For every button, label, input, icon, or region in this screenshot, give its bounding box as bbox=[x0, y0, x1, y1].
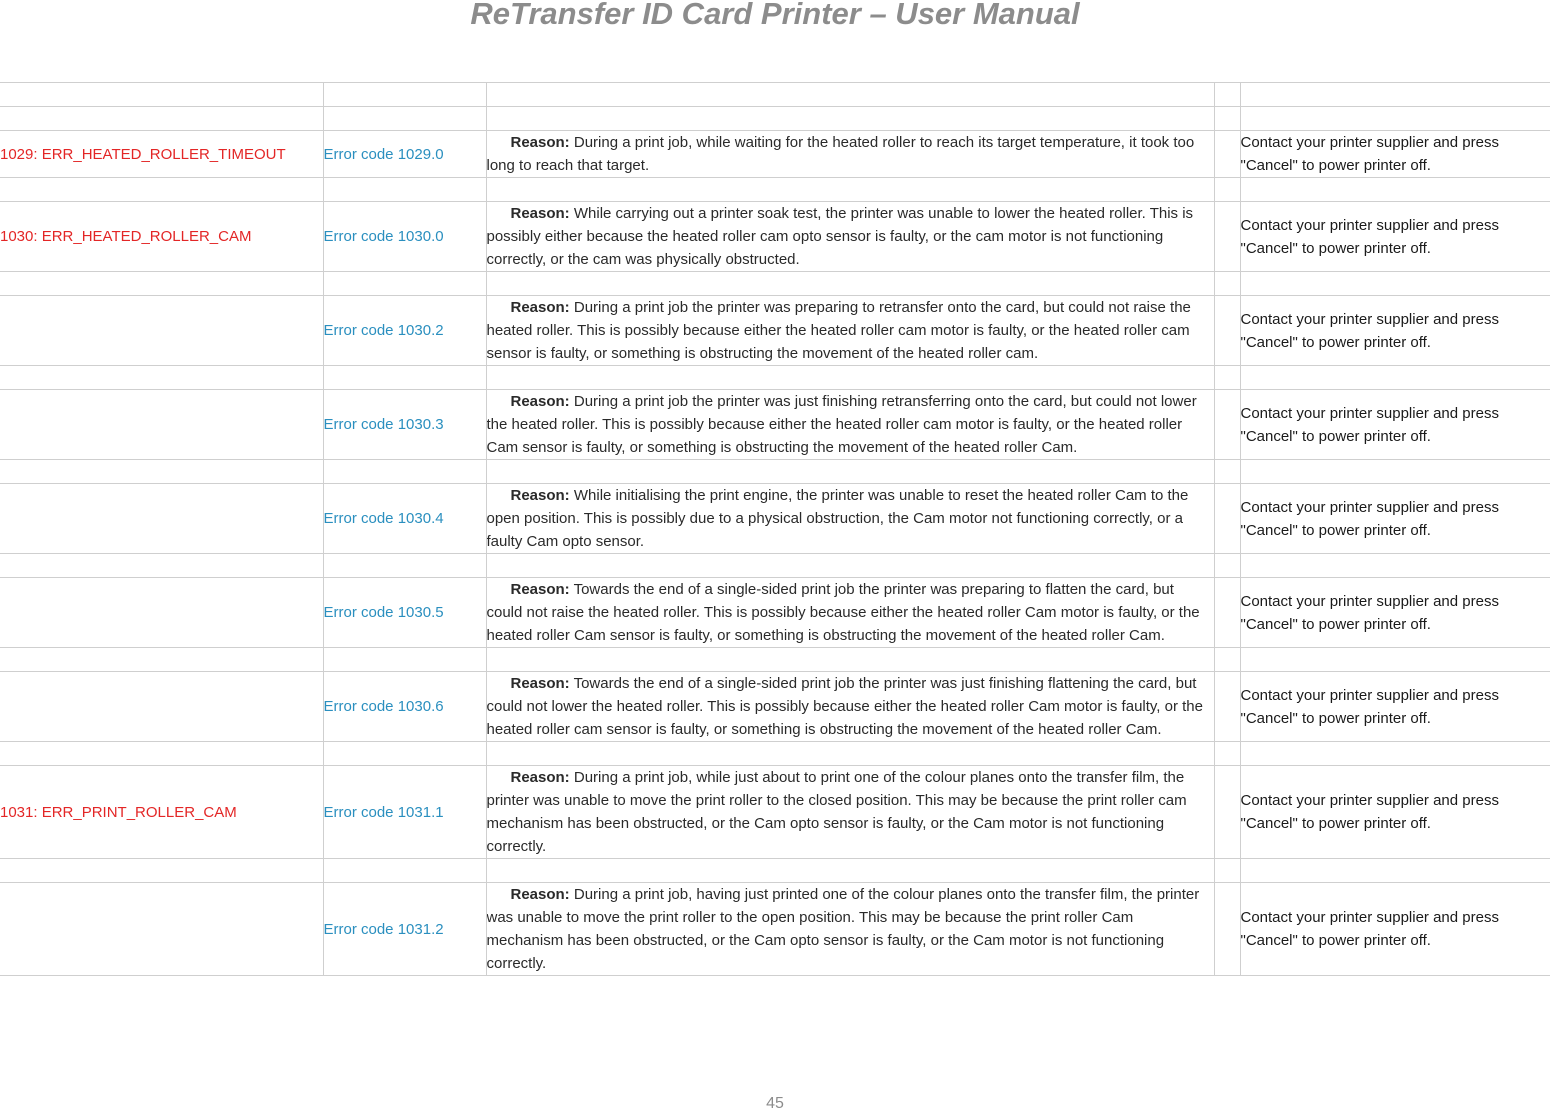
reason-label: Reason: bbox=[511, 675, 570, 692]
spacer-cell bbox=[486, 648, 1214, 672]
error-reason bbox=[486, 202, 1214, 272]
spacer-cell bbox=[486, 83, 1214, 107]
empty-cell bbox=[1214, 390, 1240, 460]
error-name bbox=[0, 484, 323, 554]
spacer-cell bbox=[0, 742, 323, 766]
reason-label: Reason: bbox=[511, 487, 570, 504]
spacer-cell bbox=[0, 178, 323, 202]
spacer-cell bbox=[323, 272, 486, 296]
spacer-row bbox=[0, 460, 1550, 484]
spacer-row bbox=[0, 859, 1550, 883]
error-row bbox=[0, 390, 1550, 460]
error-code: Error code 1030.3 bbox=[323, 390, 486, 460]
action-line: "Cancel" to power printer off. bbox=[1241, 237, 1550, 260]
spacer-cell bbox=[323, 107, 486, 131]
spacer-cell bbox=[323, 742, 486, 766]
spacer-cell bbox=[0, 648, 323, 672]
spacer-cell bbox=[1240, 83, 1550, 107]
spacer-cell bbox=[0, 83, 323, 107]
spacer-cell bbox=[323, 83, 486, 107]
error-reason bbox=[486, 390, 1214, 460]
spacer-row bbox=[0, 366, 1550, 390]
error-reason bbox=[486, 296, 1214, 366]
error-action bbox=[1240, 766, 1550, 859]
spacer-row bbox=[0, 178, 1550, 202]
spacer-cell bbox=[1214, 178, 1240, 202]
error-name bbox=[0, 296, 323, 366]
error-action bbox=[1240, 883, 1550, 976]
reason-label: Reason: bbox=[511, 393, 570, 410]
spacer-cell bbox=[323, 859, 486, 883]
action-line: "Cancel" to power printer off. bbox=[1241, 812, 1550, 835]
spacer-cell bbox=[1240, 272, 1550, 296]
error-code: Error code 1030.4 bbox=[323, 484, 486, 554]
error-code: Error code 1030.2 bbox=[323, 296, 486, 366]
spacer-cell bbox=[1214, 83, 1240, 107]
reason-label: Reason: bbox=[511, 886, 570, 903]
action-line: "Cancel" to power printer off. bbox=[1241, 613, 1550, 636]
error-action bbox=[1240, 578, 1550, 648]
empty-cell bbox=[1214, 296, 1240, 366]
spacer-cell bbox=[486, 742, 1214, 766]
spacer-cell bbox=[486, 366, 1214, 390]
reason-text: During a print job, having just printed one of the colour planes onto the transfer film, the printer was unable to move the print roller to the open position. This may be because the print roller Cam mechanism has been obstructed, or the Cam opto sensor is faulty, or the Cam motor is not functioning correctly. bbox=[487, 886, 1200, 972]
error-code: Error code 1030.6 bbox=[323, 672, 486, 742]
spacer-cell bbox=[486, 460, 1214, 484]
error-row bbox=[0, 484, 1550, 554]
error-code: Error code 1031.2 bbox=[323, 883, 486, 976]
action-line: "Cancel" to power printer off. bbox=[1241, 425, 1550, 448]
empty-cell bbox=[1214, 883, 1240, 976]
spacer-cell bbox=[1214, 107, 1240, 131]
spacer-cell bbox=[1240, 648, 1550, 672]
spacer-cell bbox=[486, 859, 1214, 883]
empty-cell bbox=[1214, 672, 1240, 742]
error-name: 1029: ERR_HEATED_ROLLER_TIMEOUT bbox=[0, 131, 323, 178]
reason-text: Towards the end of a single-sided print job the printer was just finishing flattening the card, but could not lower the heated roller. This is possibly because either the heated roller Cam motor is faulty, or the heated roller cam sensor is faulty, or something is obstructing the movement of the heated roller Cam. bbox=[487, 675, 1203, 738]
action-line: Contact your printer supplier and press bbox=[1241, 906, 1550, 929]
spacer-cell bbox=[1240, 178, 1550, 202]
spacer-cell bbox=[0, 859, 323, 883]
spacer-cell bbox=[1214, 460, 1240, 484]
spacer-cell bbox=[1214, 859, 1240, 883]
error-row bbox=[0, 578, 1550, 648]
spacer-cell bbox=[1214, 648, 1240, 672]
error-row bbox=[0, 672, 1550, 742]
spacer-row bbox=[0, 742, 1550, 766]
action-line: "Cancel" to power printer off. bbox=[1241, 331, 1550, 354]
spacer-cell bbox=[486, 554, 1214, 578]
error-action bbox=[1240, 672, 1550, 742]
action-line: "Cancel" to power printer off. bbox=[1241, 929, 1550, 952]
error-action bbox=[1240, 131, 1550, 178]
reason-label: Reason: bbox=[511, 134, 570, 151]
spacer-cell bbox=[1214, 554, 1240, 578]
error-reason bbox=[486, 883, 1214, 976]
error-row bbox=[0, 131, 1550, 178]
spacer-cell bbox=[323, 554, 486, 578]
action-line: "Cancel" to power printer off. bbox=[1241, 519, 1550, 542]
error-name: 1030: ERR_HEATED_ROLLER_CAM bbox=[0, 202, 323, 272]
spacer-cell bbox=[486, 178, 1214, 202]
spacer-cell bbox=[323, 366, 486, 390]
reason-label: Reason: bbox=[511, 299, 570, 316]
action-line: Contact your printer supplier and press bbox=[1241, 308, 1550, 331]
reason-text: Towards the end of a single-sided print job the printer was preparing to flatten the card, but could not raise the heated roller. This is possibly because either the heated roller Cam motor is faulty, or the heated roller Cam sensor is faulty, or something is obstructing the movement of the heated roller Cam. bbox=[487, 581, 1200, 644]
spacer-cell bbox=[1240, 460, 1550, 484]
error-action bbox=[1240, 390, 1550, 460]
empty-cell bbox=[1214, 131, 1240, 178]
empty-cell bbox=[1214, 202, 1240, 272]
error-name bbox=[0, 672, 323, 742]
error-code-table bbox=[0, 82, 1550, 976]
spacer-cell bbox=[0, 272, 323, 296]
empty-cell bbox=[1214, 484, 1240, 554]
error-reason bbox=[486, 672, 1214, 742]
spacer-cell bbox=[323, 648, 486, 672]
spacer-cell bbox=[0, 554, 323, 578]
reason-label: Reason: bbox=[511, 205, 570, 222]
spacer-cell bbox=[1240, 742, 1550, 766]
reason-label: Reason: bbox=[511, 769, 570, 786]
error-code: Error code 1030.5 bbox=[323, 578, 486, 648]
spacer-cell bbox=[0, 366, 323, 390]
action-line: "Cancel" to power printer off. bbox=[1241, 154, 1550, 177]
error-row bbox=[0, 766, 1550, 859]
spacer-cell bbox=[0, 107, 323, 131]
empty-cell bbox=[1214, 766, 1240, 859]
error-name bbox=[0, 390, 323, 460]
spacer-cell bbox=[486, 272, 1214, 296]
spacer-cell bbox=[1214, 366, 1240, 390]
reason-text: During a print job, while waiting for the heated roller to reach its target temperature, it took too long to reach that target. bbox=[487, 134, 1195, 174]
error-code: Error code 1030.0 bbox=[323, 202, 486, 272]
empty-cell bbox=[1214, 578, 1240, 648]
spacer-cell bbox=[1240, 366, 1550, 390]
spacer-cell bbox=[1240, 554, 1550, 578]
spacer-cell bbox=[1240, 107, 1550, 131]
page-title: ReTransfer ID Card Printer – User Manual bbox=[0, 0, 1550, 32]
action-line: Contact your printer supplier and press bbox=[1241, 214, 1550, 237]
reason-text: During a print job the printer was just finishing retransferring onto the card, but could not lower the heated roller. This is possibly because either the heated roller cam motor is faulty, or the heated roller Cam sensor is faulty, or something is obstructing the movement of the heated roller Cam. bbox=[487, 393, 1197, 456]
error-row bbox=[0, 202, 1550, 272]
action-line: Contact your printer supplier and press bbox=[1241, 590, 1550, 613]
action-line: Contact your printer supplier and press bbox=[1241, 789, 1550, 812]
spacer-cell bbox=[1240, 859, 1550, 883]
error-name bbox=[0, 883, 323, 976]
page-number: 45 bbox=[0, 1094, 1550, 1114]
spacer-cell bbox=[1214, 742, 1240, 766]
error-name: 1031: ERR_PRINT_ROLLER_CAM bbox=[0, 766, 323, 859]
error-reason bbox=[486, 484, 1214, 554]
spacer-cell bbox=[323, 178, 486, 202]
error-code: Error code 1029.0 bbox=[323, 131, 486, 178]
action-line: Contact your printer supplier and press bbox=[1241, 684, 1550, 707]
error-name bbox=[0, 578, 323, 648]
error-action bbox=[1240, 296, 1550, 366]
error-reason bbox=[486, 131, 1214, 178]
error-reason bbox=[486, 578, 1214, 648]
spacer-row bbox=[0, 272, 1550, 296]
action-line: "Cancel" to power printer off. bbox=[1241, 707, 1550, 730]
reason-text: During a print job the printer was preparing to retransfer onto the card, but could not raise the heated roller. This is possibly because either the heated roller cam motor is faulty, or the heated roller cam sensor is faulty, or something is obstructing the movement of the heated roller cam. bbox=[487, 299, 1191, 362]
error-action bbox=[1240, 484, 1550, 554]
error-row bbox=[0, 883, 1550, 976]
reason-text: During a print job, while just about to print one of the colour planes onto the transfer film, the printer was unable to move the print roller to the closed position. This may be because the print roller cam mechanism has been obstructed, or the Cam opto sensor is faulty, or the Cam motor is not functioning correctly. bbox=[487, 769, 1187, 855]
spacer-row bbox=[0, 107, 1550, 131]
reason-text: While carrying out a printer soak test, the printer was unable to lower the heated roller. This is possibly either because the heated roller cam opto sensor is faulty, or the cam motor is not functioning correctly, or the cam was physically obstructed. bbox=[487, 205, 1194, 268]
spacer-cell bbox=[323, 460, 486, 484]
action-line: Contact your printer supplier and press bbox=[1241, 496, 1550, 519]
spacer-cell bbox=[486, 107, 1214, 131]
spacer-row bbox=[0, 554, 1550, 578]
action-line: Contact your printer supplier and press bbox=[1241, 131, 1550, 154]
error-code: Error code 1031.1 bbox=[323, 766, 486, 859]
reason-label: Reason: bbox=[511, 581, 570, 598]
action-line: Contact your printer supplier and press bbox=[1241, 402, 1550, 425]
reason-text: While initialising the print engine, the printer was unable to reset the heated roller Cam to the open position. This is possibly due to a physical obstruction, the Cam motor not functioning correctly, or a faulty Cam opto sensor. bbox=[487, 487, 1189, 550]
spacer-row bbox=[0, 83, 1550, 107]
error-row bbox=[0, 296, 1550, 366]
spacer-cell bbox=[1214, 272, 1240, 296]
error-action bbox=[1240, 202, 1550, 272]
spacer-cell bbox=[0, 460, 323, 484]
error-reason bbox=[486, 766, 1214, 859]
spacer-row bbox=[0, 648, 1550, 672]
